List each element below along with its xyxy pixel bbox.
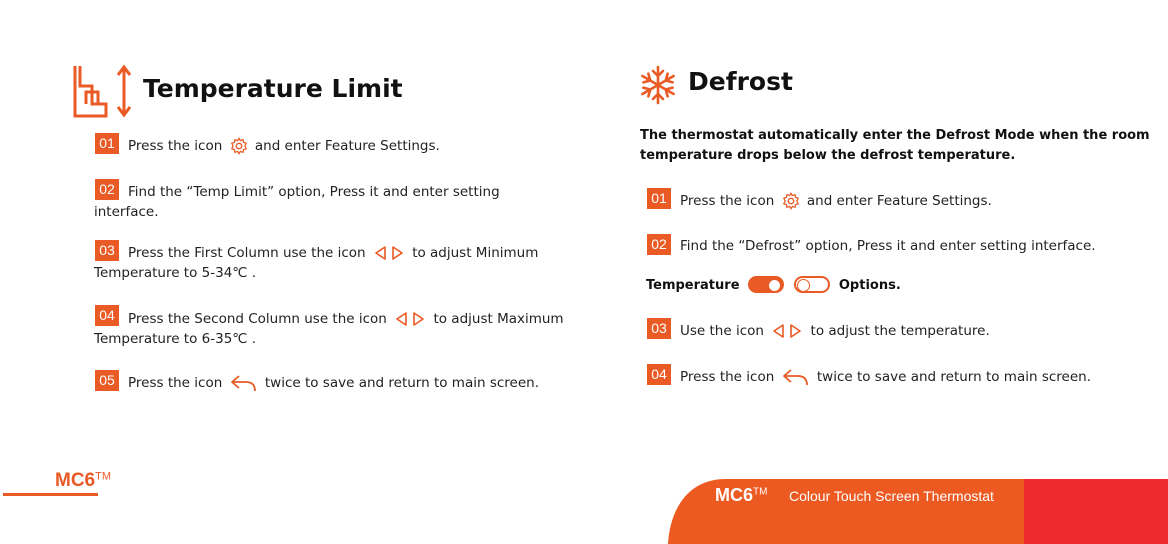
footer-underline	[3, 493, 98, 496]
step-number: 01	[647, 188, 671, 209]
toggle-off-icon	[794, 276, 830, 293]
step-number: 05	[95, 370, 119, 391]
step-number: 03	[95, 240, 119, 261]
step-text: Press the First Column use the icon to adjust Minimum	[128, 245, 539, 261]
defrost-title: Defrost	[688, 67, 793, 96]
footer-brand-right: MC6	[715, 485, 754, 505]
step-number: 04	[647, 364, 671, 385]
step-text: Press the icon and enter Feature Settings.	[680, 193, 992, 209]
defrost-note-line2: temperature drops below the defrost temperature.	[640, 148, 1016, 163]
step-text: Press the icon and enter Feature Settings.	[128, 138, 440, 154]
defrost-note-line1: The thermostat automatically enter the Defrost Mode when the room	[640, 128, 1150, 143]
footer-brand-left: MC6™	[55, 470, 112, 491]
return-icon	[230, 373, 258, 393]
step-number: 02	[95, 179, 119, 200]
step-number: 03	[647, 318, 671, 339]
step-text: Find the “Defrost” option, Press it and enter setting interface.	[680, 238, 1096, 254]
left-right-arrows-icon	[394, 311, 426, 327]
toggle-label-left: Temperature	[646, 278, 740, 293]
step-text: Use the icon to adjust the temperature.	[680, 323, 990, 339]
footer-subtitle: Colour Touch Screen Thermostat	[789, 488, 994, 504]
return-icon	[782, 367, 810, 387]
step-number: 04	[95, 305, 119, 326]
step-text: Press the icon twice to save and return to main screen.	[680, 369, 1091, 385]
left-right-arrows-icon	[373, 245, 405, 261]
step-text-cont: interface.	[94, 204, 159, 220]
left-right-arrows-icon	[771, 323, 803, 339]
footer-band: MC6™ Colour Touch Screen Thermostat	[668, 479, 1168, 544]
step-number: 01	[95, 133, 119, 154]
gear-icon	[230, 137, 248, 155]
temp-limit-title: Temperature Limit	[143, 74, 403, 103]
toggle-on-icon	[748, 276, 784, 293]
toggle-row	[646, 276, 901, 296]
step-text: Press the icon twice to save and return to main screen.	[128, 375, 539, 391]
step-text-cont: Temperature to 5-34℃ .	[94, 265, 257, 281]
step-text: Press the Second Column use the icon to adjust Maximum	[128, 311, 564, 327]
step-number: 02	[647, 234, 671, 255]
temp-limit-icon	[72, 64, 134, 118]
step-text-cont: Temperature to 6-35℃ .	[94, 331, 257, 347]
toggle-label-right: Options.	[838, 278, 901, 293]
gear-icon	[782, 192, 800, 210]
step-text: Find the “Temp Limit” option, Press it and enter setting	[128, 184, 500, 200]
snowflake-icon	[637, 64, 679, 106]
